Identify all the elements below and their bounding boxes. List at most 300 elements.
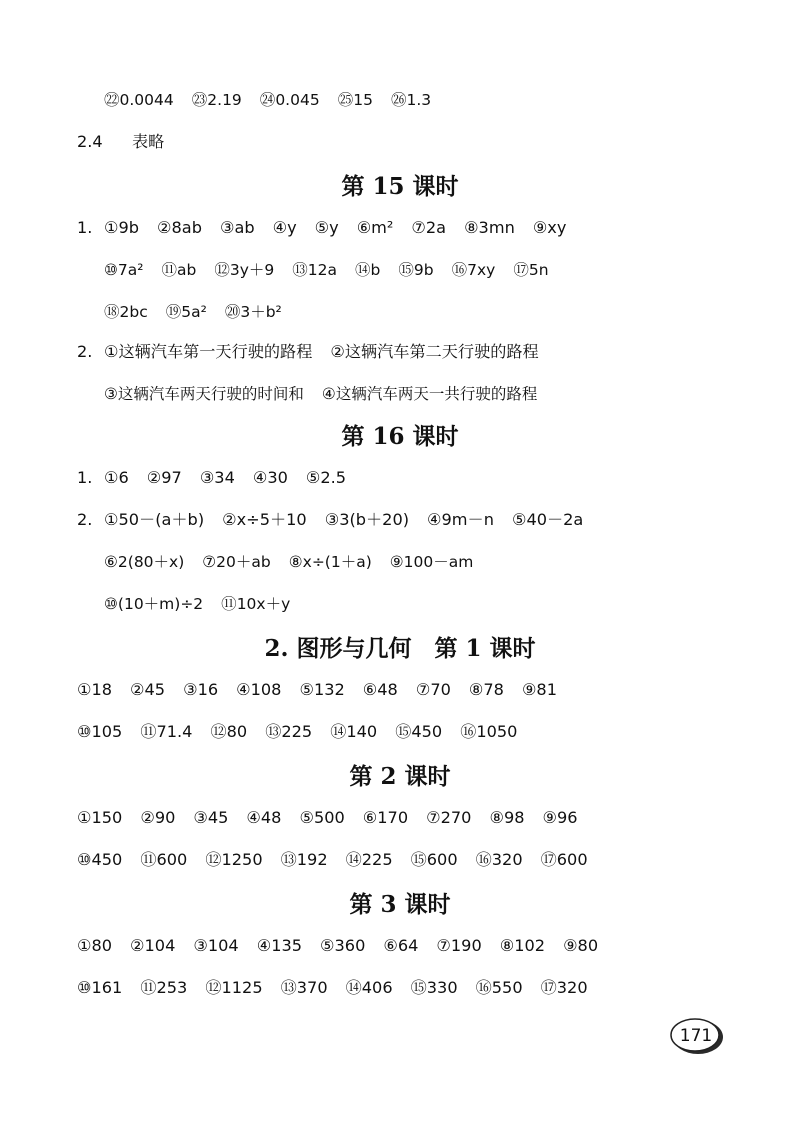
page-number-badge <box>668 1016 724 1056</box>
item-marker: ㉕ <box>337 91 354 109</box>
item-value: b <box>370 261 381 279</box>
item-marker: ⑯ <box>460 722 477 741</box>
item-value: 9b <box>413 261 434 279</box>
answer-item <box>236 676 281 704</box>
question-number: 1. <box>77 468 93 487</box>
item-value: 135 <box>271 936 303 955</box>
answer-item <box>104 590 203 618</box>
item-marker: ⑤ <box>314 218 330 237</box>
item-marker: ① <box>104 218 119 237</box>
answer-item <box>500 932 545 960</box>
item-value: 320 <box>556 978 588 997</box>
answer-item <box>281 974 328 1002</box>
item-marker: ⑤ <box>511 510 527 529</box>
item-marker: ③ <box>104 385 118 403</box>
answer-item <box>357 214 394 242</box>
answer-item <box>355 256 380 284</box>
item-value: 3＋b² <box>240 303 282 321</box>
answer-item <box>325 506 409 534</box>
answer-item <box>130 932 175 960</box>
item-value: 270 <box>440 808 472 827</box>
answer-item <box>104 86 174 114</box>
answer-item <box>452 256 496 284</box>
item-marker: ⑳ <box>224 303 241 321</box>
item-value: 140 <box>346 722 378 741</box>
answer-item <box>77 846 122 874</box>
item-marker: ⑬ <box>292 261 308 279</box>
item-marker: ④ <box>252 468 268 487</box>
answer-item <box>273 214 297 242</box>
answer-item <box>104 380 304 408</box>
item-value: 98 <box>503 808 525 827</box>
answer-line <box>77 338 800 366</box>
item-marker: ② <box>130 936 145 955</box>
answer-item <box>161 256 196 284</box>
item-value: 170 <box>377 808 409 827</box>
item-value: 这辆汽车第一天行驶的路程 <box>118 342 313 361</box>
answer-item <box>225 298 282 326</box>
answer-item <box>192 86 242 114</box>
answer-item <box>299 676 344 704</box>
item-value: 1125 <box>221 978 263 997</box>
answer-item <box>265 718 312 746</box>
answer-item <box>363 804 408 832</box>
item-value: 108 <box>250 680 282 699</box>
item-value: 48 <box>377 680 398 699</box>
answer-line <box>77 974 800 1002</box>
item-value: 这辆汽车两天一共行驶的路程 <box>335 385 538 403</box>
item-value: ab <box>177 261 197 279</box>
item-marker: ⑪ <box>161 261 177 279</box>
item-marker: ⑬ <box>265 722 282 741</box>
answer-item <box>222 506 307 534</box>
answer-item <box>390 548 474 576</box>
item-value: 96 <box>556 808 578 827</box>
answer-item <box>157 214 202 242</box>
item-value: 190 <box>450 936 482 955</box>
item-value: 225 <box>281 722 313 741</box>
answer-item <box>104 214 139 242</box>
answer-item <box>257 932 302 960</box>
item-value: 0.045 <box>275 91 320 109</box>
item-value: 6 <box>118 468 129 487</box>
answer-text: 表略 <box>132 132 165 151</box>
item-marker: ⑮ <box>410 978 427 997</box>
item-marker: ⑨ <box>542 808 557 827</box>
answer-item <box>489 804 524 832</box>
item-marker: ④ <box>246 808 261 827</box>
item-value: 64 <box>397 936 419 955</box>
answer-item <box>469 676 504 704</box>
item-value: 40－2a <box>526 510 584 529</box>
item-marker: ⑭ <box>345 850 362 869</box>
item-marker: ④ <box>256 936 272 955</box>
item-marker: ⑥ <box>362 680 378 699</box>
answer-item <box>130 676 165 704</box>
answer-item <box>383 932 418 960</box>
answer-item <box>411 974 458 1002</box>
item-value: 150 <box>91 808 123 827</box>
answer-item <box>281 846 328 874</box>
item-value: x÷(1＋a) <box>302 553 372 571</box>
answer-line <box>104 298 800 326</box>
item-marker: ⑲ <box>165 303 182 321</box>
answer-item <box>391 86 431 114</box>
answer-item <box>221 590 290 618</box>
answer-item <box>398 256 433 284</box>
answer-item <box>104 338 312 366</box>
item-marker: ⑧ <box>489 808 504 827</box>
section-heading: 2. 图形与几何 第 1 课时 <box>264 635 536 662</box>
item-value: 3mn <box>478 218 515 237</box>
item-marker: ⑦ <box>426 808 441 827</box>
item-value: 34 <box>214 468 235 487</box>
item-value: 90 <box>154 808 176 827</box>
item-marker: ⑧ <box>288 553 303 571</box>
answer-line <box>77 676 800 704</box>
item-marker: ⑥ <box>362 808 378 827</box>
item-value: 7xy <box>467 261 496 279</box>
item-value: x÷5＋10 <box>236 510 307 529</box>
item-value: 这辆汽车第二天行驶的路程 <box>344 342 539 361</box>
answer-line <box>104 548 800 576</box>
item-value: 3y＋9 <box>229 261 275 279</box>
item-value: 7a² <box>117 261 144 279</box>
answer-item <box>476 846 523 874</box>
item-marker: ⑯ <box>475 850 492 869</box>
item-value: 45 <box>144 680 166 699</box>
item-value: 102 <box>514 936 546 955</box>
item-marker: ⑫ <box>210 722 227 741</box>
item-value: 9m－n <box>441 510 494 529</box>
answer-item <box>411 214 446 242</box>
answer-item <box>436 932 481 960</box>
item-value: ab <box>234 218 255 237</box>
item-marker: ㉔ <box>259 91 276 109</box>
answer-item <box>543 804 578 832</box>
item-marker: ④ <box>272 218 288 237</box>
item-value: 2.5 <box>320 468 347 487</box>
item-value: 450 <box>91 850 123 869</box>
section-heading: 第 2 课时 <box>349 763 451 790</box>
item-marker: ⑬ <box>280 850 297 869</box>
item-marker: ② <box>130 680 145 699</box>
item-marker: ⑨ <box>563 936 578 955</box>
section-heading: 第 3 课时 <box>349 891 451 918</box>
item-value: 320 <box>491 850 523 869</box>
answer-item <box>77 974 122 1002</box>
item-value: 30 <box>267 468 288 487</box>
answer-item <box>411 846 458 874</box>
answer-item <box>202 548 270 576</box>
answer-item <box>183 676 218 704</box>
answer-item <box>205 974 262 1002</box>
item-marker: ⑨ <box>521 680 537 699</box>
answer-item <box>292 256 337 284</box>
question-number: 1. <box>77 218 93 237</box>
answer-item <box>426 804 471 832</box>
item-value: 132 <box>313 680 345 699</box>
question-number: 2. <box>77 510 93 529</box>
item-marker: ③ <box>199 468 215 487</box>
answer-item <box>315 214 339 242</box>
item-marker: ⑩ <box>104 595 118 613</box>
answer-item <box>289 548 372 576</box>
answer-line <box>104 256 800 284</box>
item-marker: ③ <box>183 680 198 699</box>
answer-item <box>460 718 517 746</box>
item-marker: ⑤ <box>299 680 314 699</box>
answer-item <box>512 506 583 534</box>
answer-item <box>246 804 281 832</box>
answer-line <box>104 590 800 618</box>
answer-item <box>210 718 247 746</box>
item-marker: ① <box>77 808 92 827</box>
item-value: y <box>329 218 339 237</box>
answer-item <box>166 298 207 326</box>
item-value: 70 <box>430 680 451 699</box>
item-marker: ② <box>330 342 345 361</box>
item-value: 5n <box>528 261 549 279</box>
answer-line <box>104 380 800 408</box>
item-marker: ② <box>157 218 172 237</box>
answer-item <box>200 464 235 492</box>
item-marker: ⑧ <box>468 680 484 699</box>
item-marker: ① <box>104 510 119 529</box>
item-value: 104 <box>144 936 176 955</box>
answer-item <box>104 256 143 284</box>
item-marker: ⑤ <box>320 936 335 955</box>
item-marker: ③ <box>193 808 208 827</box>
item-marker: ⑮ <box>410 850 427 869</box>
item-value: 2(80＋x) <box>117 553 185 571</box>
answer-item <box>306 464 346 492</box>
item-value: 45 <box>207 808 229 827</box>
item-value: 225 <box>361 850 393 869</box>
item-value: 这辆汽车两天行驶的时间和 <box>117 385 304 403</box>
item-value: 5a² <box>181 303 207 321</box>
answer-line <box>77 718 800 746</box>
item-marker: ④ <box>427 510 442 529</box>
item-value: 48 <box>260 808 282 827</box>
item-marker: ⑩ <box>77 722 92 741</box>
item-marker: ⑦ <box>411 218 426 237</box>
item-value: 600 <box>426 850 458 869</box>
item-marker: ③ <box>193 936 208 955</box>
item-value: m² <box>371 218 394 237</box>
answer-line <box>77 464 800 492</box>
answer-item <box>140 974 187 1002</box>
item-marker: ⑰ <box>540 978 557 997</box>
item-marker: ② <box>146 468 162 487</box>
item-marker: ⑭ <box>355 261 371 279</box>
item-value: 161 <box>91 978 123 997</box>
answer-item <box>220 214 255 242</box>
answer-item <box>193 804 228 832</box>
item-value: 8ab <box>171 218 202 237</box>
answer-item <box>346 974 393 1002</box>
item-value: 370 <box>296 978 328 997</box>
item-marker: ⑨ <box>532 218 548 237</box>
item-marker: ⑪ <box>140 722 157 741</box>
item-marker: ⑰ <box>540 850 557 869</box>
item-marker: ⑤ <box>299 808 314 827</box>
item-marker: ② <box>140 808 155 827</box>
item-marker: ⑧ <box>464 218 479 237</box>
item-value: 3(b＋20) <box>339 510 410 529</box>
answer-item <box>77 932 112 960</box>
item-value: 550 <box>491 978 523 997</box>
answer-item <box>363 676 398 704</box>
answer-item <box>522 676 557 704</box>
answer-item <box>104 298 148 326</box>
item-value: 16 <box>197 680 219 699</box>
item-value: 15 <box>353 91 373 109</box>
item-marker: ⑦ <box>415 680 431 699</box>
answer-item <box>322 380 537 408</box>
item-value: 330 <box>426 978 458 997</box>
answer-item <box>464 214 515 242</box>
item-value: 105 <box>91 722 123 741</box>
item-marker: ⑱ <box>104 303 120 321</box>
item-marker: ⑥ <box>383 936 398 955</box>
item-value: y <box>287 218 297 237</box>
item-marker: ⑨ <box>389 553 404 571</box>
item-value: 80 <box>91 936 113 955</box>
item-value: 100－am <box>403 553 474 571</box>
answer-item <box>563 932 598 960</box>
answer-line <box>104 86 800 114</box>
item-marker: ㉓ <box>191 91 208 109</box>
answer-item <box>330 338 538 366</box>
answer-line <box>77 846 800 874</box>
item-value: 500 <box>313 808 345 827</box>
answer-item <box>253 464 288 492</box>
item-value: 80 <box>226 722 248 741</box>
item-value: 9b <box>118 218 140 237</box>
item-value: 97 <box>161 468 182 487</box>
item-value: 71.4 <box>156 722 193 741</box>
item-marker: ⑩ <box>77 850 92 869</box>
item-marker: ⑫ <box>205 850 222 869</box>
answer-item <box>338 86 373 114</box>
answer-line <box>77 214 800 242</box>
answer-item <box>77 718 122 746</box>
answer-item <box>104 506 204 534</box>
item-value: 600 <box>556 850 588 869</box>
answer-item <box>147 464 182 492</box>
answer-item <box>140 846 187 874</box>
answer-line <box>77 128 800 156</box>
item-marker: ⑭ <box>330 722 347 741</box>
item-marker: ⑭ <box>345 978 362 997</box>
answer-item <box>346 846 393 874</box>
item-value: 253 <box>156 978 188 997</box>
answer-item <box>205 846 262 874</box>
item-marker: ⑯ <box>475 978 492 997</box>
item-value: xy <box>547 218 567 237</box>
item-value: 18 <box>91 680 113 699</box>
item-marker: ① <box>77 936 92 955</box>
answer-item <box>541 846 588 874</box>
answer-line <box>77 804 800 832</box>
item-value: 450 <box>411 722 443 741</box>
item-value: 1.3 <box>406 91 432 109</box>
item-value: 104 <box>207 936 239 955</box>
item-value: 78 <box>483 680 504 699</box>
item-value: 81 <box>536 680 557 699</box>
item-value: (10＋m)÷2 <box>117 595 204 613</box>
item-marker: ⑫ <box>214 261 230 279</box>
item-marker: ④ <box>236 680 251 699</box>
item-marker: ⑦ <box>202 553 217 571</box>
item-marker: ④ <box>321 385 336 403</box>
answer-item <box>77 676 112 704</box>
item-marker: ⑪ <box>140 978 157 997</box>
item-marker: ⑩ <box>77 978 92 997</box>
item-value: 20＋ab <box>216 553 271 571</box>
item-value: 12a <box>307 261 338 279</box>
item-marker: ① <box>77 680 92 699</box>
item-marker: ⑥ <box>104 553 118 571</box>
question-number: 2.4 <box>77 132 103 151</box>
item-marker: ⑧ <box>499 936 515 955</box>
item-marker: ① <box>104 342 119 361</box>
item-marker: ① <box>104 468 119 487</box>
answer-item <box>330 718 377 746</box>
item-marker: ⑪ <box>221 595 237 613</box>
answer-item <box>104 464 129 492</box>
answer-item <box>77 804 122 832</box>
item-marker: ⑮ <box>398 261 414 279</box>
answer-item <box>416 676 451 704</box>
section-heading: 第 15 课时 <box>341 173 459 200</box>
item-value: 2bc <box>119 303 148 321</box>
question-number: 2. <box>77 342 93 361</box>
item-marker: ⑦ <box>436 936 451 955</box>
answer-item <box>140 718 192 746</box>
item-value: 360 <box>334 936 366 955</box>
answer-item <box>476 974 523 1002</box>
item-value: 0.0044 <box>119 91 174 109</box>
answer-item <box>104 548 184 576</box>
item-marker: ② <box>222 510 237 529</box>
item-value: 10x＋y <box>236 595 291 613</box>
item-marker: ⑫ <box>205 978 222 997</box>
section-heading: 第 16 课时 <box>341 423 459 450</box>
item-value: 2a <box>425 218 447 237</box>
item-marker: ⑪ <box>140 850 157 869</box>
answer-item <box>395 718 442 746</box>
item-marker: ⑥ <box>356 218 372 237</box>
item-marker: ⑮ <box>395 722 412 741</box>
item-marker: ⑯ <box>451 261 468 279</box>
item-marker: ⑰ <box>513 261 529 279</box>
answer-item <box>214 256 274 284</box>
answer-item <box>193 932 238 960</box>
item-value: 192 <box>296 850 328 869</box>
item-value: 1050 <box>476 722 518 741</box>
answer-item <box>260 86 320 114</box>
answer-line <box>77 506 800 534</box>
item-value: 50－(a＋b) <box>118 510 205 529</box>
answer-item <box>427 506 494 534</box>
item-marker: ③ <box>324 510 340 529</box>
answer-item <box>299 804 344 832</box>
answer-item <box>513 256 548 284</box>
item-value: 600 <box>156 850 188 869</box>
item-marker: ⑤ <box>305 468 321 487</box>
